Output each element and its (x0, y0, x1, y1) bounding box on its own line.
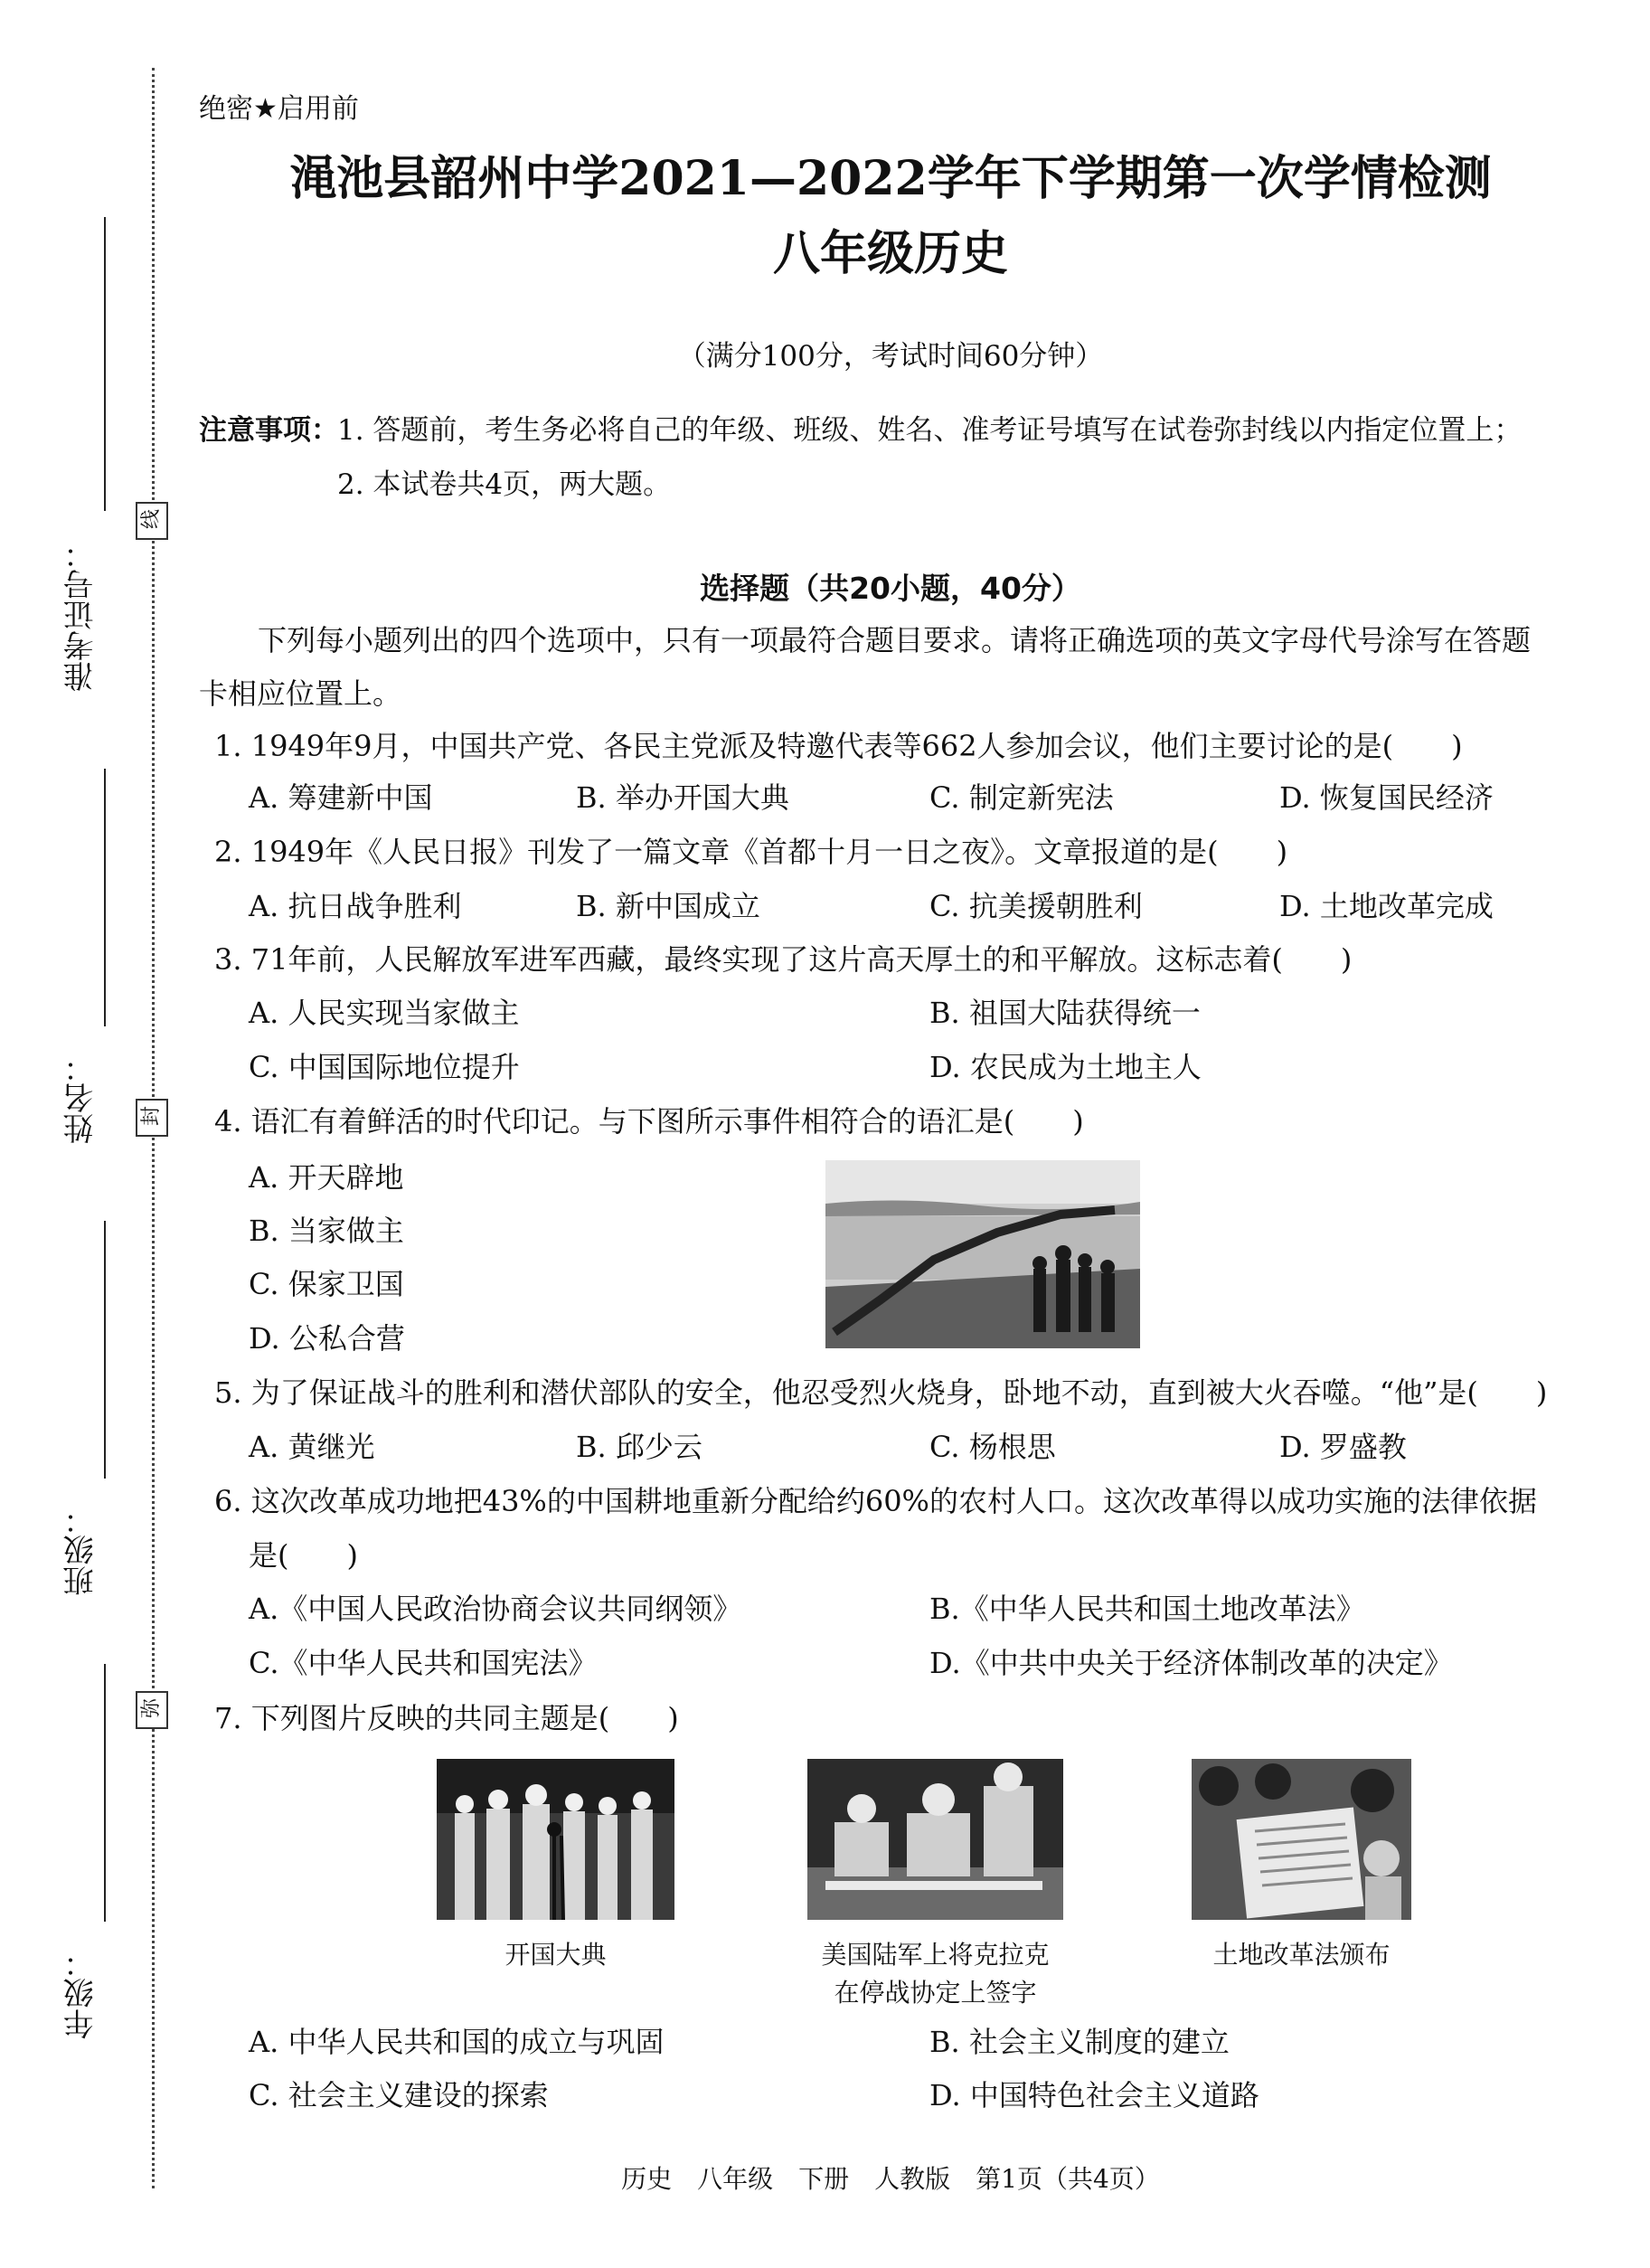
q6-option-c[interactable]: C.《中华人民共和国宪法》 (249, 1646, 598, 1680)
q3-option-a[interactable]: A. 人民实现当家做主 (249, 996, 520, 1030)
q4-stem: 4. 语汇有着鲜活的时代印记。与下图所示事件相符合的语汇是( ) (214, 1104, 1084, 1139)
exam-info: （满分100分，考试时间60分钟） (677, 340, 1104, 373)
notice-item-2: 2. 本试卷共4页，两大题。 (337, 468, 672, 501)
q2-option-d[interactable]: D. 土地改革完成 (1279, 889, 1494, 923)
notice-item-1: 1. 答题前，考生务必将自己的年级、班级、姓名、准考证号填写在试卷弥封线以内指定位置上； (337, 414, 1523, 447)
seal-mark-feng: 封 (136, 1099, 168, 1137)
grade-label: 年级： (63, 1947, 99, 2039)
page-footer: 历史 八年级 下册 人教版 第1页（共4页） (621, 2164, 1160, 2194)
q4-option-b[interactable]: B. 当家做主 (249, 1214, 404, 1248)
q7-caption-2-cont: 在停战协定上签字 (834, 1978, 1037, 2008)
q3-option-c[interactable]: C. 中国国际地位提升 (249, 1050, 520, 1084)
section-instruction: 下列每小题列出的四个选项中，只有一项最符合题目要求。请将正确选项的英文字母代号涂写在答题 (258, 623, 1532, 657)
seal-mark-mi: 弥 (136, 1691, 168, 1729)
q6-stem-cont: 是( ) (249, 1538, 358, 1573)
q7-option-c[interactable]: C. 社会主义建设的探索 (249, 2078, 549, 2112)
class-label: 班级： (63, 1504, 99, 1596)
q1-option-b[interactable]: B. 举办开国大典 (576, 780, 789, 815)
q1-option-c[interactable]: C. 制定新宪法 (929, 780, 1114, 815)
q4-option-a[interactable]: A. 开天辟地 (249, 1160, 404, 1195)
exam-id-write-line[interactable] (104, 217, 106, 511)
secret-mark: 绝密★启用前 (199, 93, 359, 125)
notice-label: 注意事项： (199, 414, 339, 447)
exam-title: 渑池县韶州中学2021—2022学年下学期第一次学情检测 (289, 151, 1492, 206)
q5-option-b[interactable]: B. 邱少云 (576, 1430, 702, 1464)
seal-mark-xian: 线 (136, 502, 168, 540)
name-write-line[interactable] (104, 769, 106, 1026)
class-write-line[interactable] (104, 1221, 106, 1479)
q2-option-a[interactable]: A. 抗日战争胜利 (249, 889, 462, 923)
q5-option-a[interactable]: A. 黄继光 (249, 1430, 375, 1464)
q3-option-d[interactable]: D. 农民成为土地主人 (929, 1050, 1202, 1084)
q6-option-d[interactable]: D.《中共中央关于经济体制改革的决定》 (929, 1646, 1453, 1680)
q7-option-a[interactable]: A. 中华人民共和国的成立与巩固 (249, 2025, 665, 2059)
q4-option-c[interactable]: C. 保家卫国 (249, 1267, 404, 1301)
section-instruction-cont: 卡相应位置上。 (199, 676, 402, 711)
q6-stem: 6. 这次改革成功地把43%的中国耕地重新分配给约60%的农村人口。这次改革得以成功实施的法律依据 (214, 1484, 1537, 1518)
q7-option-d[interactable]: D. 中国特色社会主义道路 (929, 2078, 1259, 2112)
q7-caption-1: 开国大典 (504, 1940, 607, 1970)
q2-option-c[interactable]: C. 抗美援朝胜利 (929, 889, 1143, 923)
q7-photo-land-reform-law (1192, 1759, 1411, 1920)
q1-stem: 1. 1949年9月，中国共产党、各民主党派及特邀代表等662人参加会议，他们主要讨论的是( ) (214, 729, 1463, 763)
q2-stem: 2. 1949年《人民日报》刊发了一篇文章《首都十月一日之夜》。文章报道的是( ) (214, 835, 1288, 869)
grade-write-line[interactable] (104, 1664, 106, 1922)
q6-option-a[interactable]: A.《中国人民政治协商会议共同纲领》 (249, 1592, 742, 1626)
exam-subject: 八年级历史 (772, 226, 1008, 281)
q7-photo-armistice-signing (807, 1759, 1063, 1920)
q7-caption-3: 土地改革法颁布 (1212, 1940, 1391, 1970)
q5-option-c[interactable]: C. 杨根思 (929, 1430, 1056, 1464)
q5-stem: 5. 为了保证战斗的胜利和潜伏部队的安全，他忍受烈火烧身，卧地不动，直到被大火吞噬。“他”是( ) (214, 1375, 1548, 1410)
q3-option-b[interactable]: B. 祖国大陆获得统一 (929, 996, 1201, 1030)
q7-stem: 7. 下列图片反映的共同主题是( ) (214, 1701, 679, 1735)
q7-photo-founding-ceremony (437, 1759, 674, 1920)
q4-option-d[interactable]: D. 公私合营 (249, 1321, 405, 1356)
section-title: 选择题（共20小题，40分） (700, 571, 1081, 606)
q7-caption-2: 美国陆军上将克拉克 (821, 1940, 1050, 1970)
q4-photo (825, 1160, 1140, 1348)
exam-id-label: 准考证号： (63, 538, 99, 692)
q1-option-a[interactable]: A. 筹建新中国 (249, 780, 433, 815)
q1-option-d[interactable]: D. 恢复国民经济 (1279, 780, 1494, 815)
q6-option-b[interactable]: B.《中华人民共和国土地改革法》 (929, 1592, 1365, 1626)
q5-option-d[interactable]: D. 罗盛教 (1279, 1430, 1407, 1464)
name-label: 姓名： (63, 1052, 99, 1144)
q7-option-b[interactable]: B. 社会主义制度的建立 (929, 2025, 1230, 2059)
q2-option-b[interactable]: B. 新中国成立 (576, 889, 760, 923)
q3-stem: 3. 71年前，人民解放军进军西藏，最终实现了这片高天厚土的和平解放。这标志着( ) (214, 942, 1353, 977)
